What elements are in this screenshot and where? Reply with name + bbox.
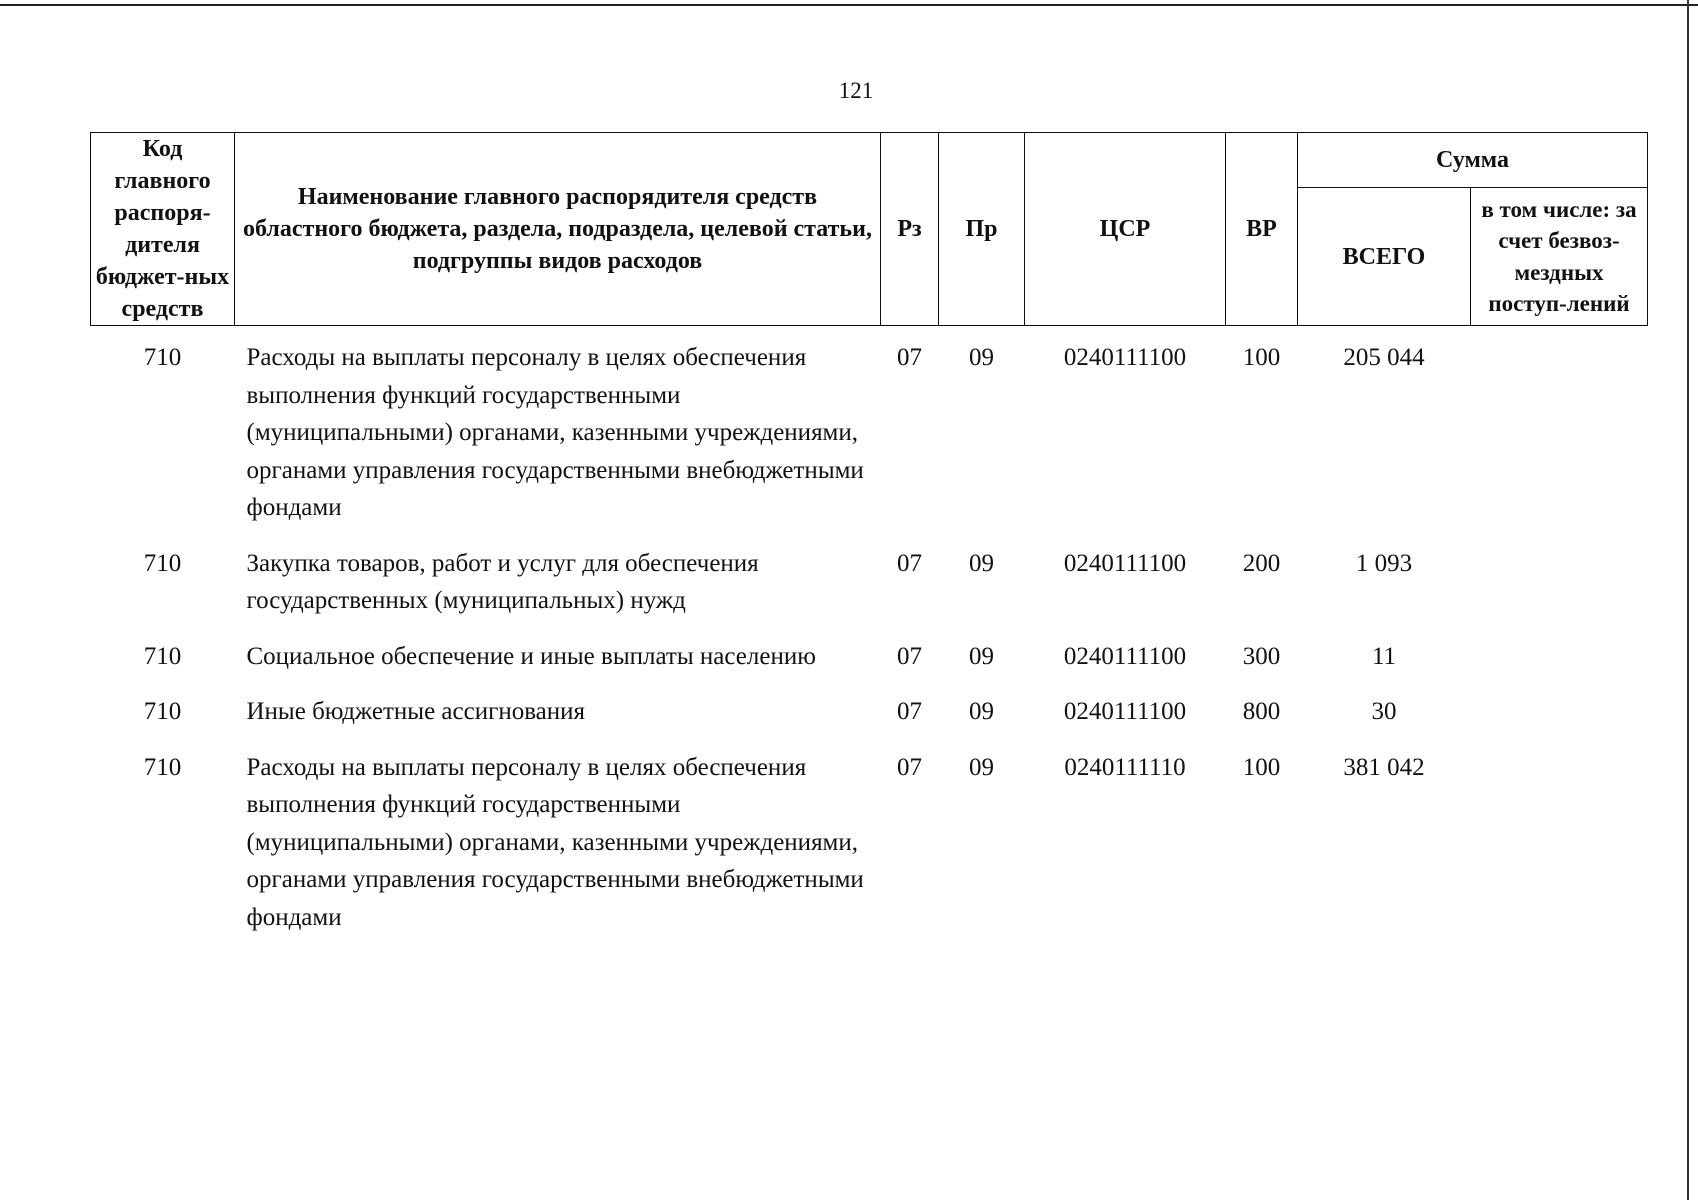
cell-name: Закупка товаров, работ и услуг для обеспечения государственных (муниципальных) нужд bbox=[246, 549, 759, 614]
header-name: Наименование главного распорядителя средств областного бюджета, раздела, подраздела, целевой статьи, подгруппы видов расходов bbox=[235, 133, 881, 326]
cell-total: 30 bbox=[1371, 698, 1397, 725]
cell-name: Расходы на выплаты персоналу в целях обеспечения выполнения функций государственными (муниципальными) органами, казенными учреждениями, органами управления государственными внебюджетными фондами bbox=[246, 344, 864, 521]
cell-total: 381 042 bbox=[1343, 753, 1425, 781]
cell-vr: 100 bbox=[1242, 344, 1281, 371]
cell-code: 710 bbox=[143, 753, 182, 781]
cell-name: Расходы на выплаты персоналу в целях обеспечения выполнения функций государственными (муниципальными) органами, казенными учреждениями, органами управления государственными внебюджетными фондами bbox=[246, 753, 864, 931]
cell-incl bbox=[1471, 620, 1648, 676]
table-row bbox=[91, 326, 1648, 527]
cell-code: 710 bbox=[143, 642, 182, 670]
cell-pr: 09 bbox=[969, 698, 994, 725]
cell-code: 710 bbox=[143, 549, 182, 577]
scan-right-edge bbox=[1687, 0, 1689, 1200]
header-sum: Сумма bbox=[1298, 133, 1648, 188]
table-row bbox=[91, 675, 1648, 731]
cell-rz: 07 bbox=[897, 549, 922, 577]
cell-vr: 300 bbox=[1242, 642, 1281, 670]
cell-pr: 09 bbox=[969, 642, 994, 670]
table-body bbox=[91, 326, 1648, 937]
cell-csr: 0240111100 bbox=[1063, 549, 1187, 577]
cell-total: 1 093 bbox=[1355, 549, 1413, 577]
header-code: Код главного распоря-дителя бюджет-ных средств bbox=[91, 133, 235, 326]
table-row bbox=[91, 527, 1648, 620]
cell-csr: 0240111100 bbox=[1063, 344, 1187, 371]
cell-rz: 07 bbox=[897, 642, 922, 670]
table-row bbox=[91, 620, 1648, 676]
header-rz: Рз bbox=[881, 133, 939, 326]
table-row bbox=[91, 731, 1648, 937]
cell-code: 710 bbox=[143, 698, 182, 725]
table-header bbox=[91, 133, 1648, 326]
cell-csr: 0240111100 bbox=[1063, 642, 1187, 670]
cell-name: Социальное обеспечение и иные выплаты населению bbox=[246, 642, 816, 670]
cell-rz: 07 bbox=[897, 344, 922, 371]
header-pr: Пр bbox=[939, 133, 1025, 326]
cell-incl bbox=[1471, 326, 1648, 527]
header-total: ВСЕГО bbox=[1298, 188, 1471, 326]
cell-incl bbox=[1471, 527, 1648, 620]
scan-top-edge bbox=[0, 4, 1698, 6]
cell-incl bbox=[1471, 731, 1648, 937]
page-number: 121 bbox=[838, 78, 874, 103]
header-csr: ЦСР bbox=[1025, 133, 1226, 326]
header-vr: ВР bbox=[1226, 133, 1298, 326]
cell-pr: 09 bbox=[969, 549, 994, 577]
cell-pr: 09 bbox=[969, 344, 994, 371]
cell-incl bbox=[1471, 675, 1648, 731]
cell-name: Иные бюджетные ассигнования bbox=[246, 698, 586, 725]
header-incl: в том числе: за счет безвоз-мездных поступ-лений bbox=[1471, 188, 1648, 326]
cell-rz: 07 bbox=[897, 753, 922, 781]
cell-total: 11 bbox=[1371, 642, 1397, 670]
cell-rz: 07 bbox=[897, 698, 922, 725]
cell-pr: 09 bbox=[969, 753, 994, 781]
cell-vr: 200 bbox=[1242, 549, 1281, 577]
cell-csr: 0240111100 bbox=[1063, 698, 1187, 725]
cell-total: 205 044 bbox=[1343, 344, 1425, 371]
cell-vr: 100 bbox=[1242, 753, 1281, 781]
budget-table bbox=[90, 132, 1648, 936]
cell-csr: 0240111110 bbox=[1064, 753, 1186, 781]
cell-code: 710 bbox=[143, 344, 182, 371]
cell-vr: 800 bbox=[1242, 698, 1281, 725]
